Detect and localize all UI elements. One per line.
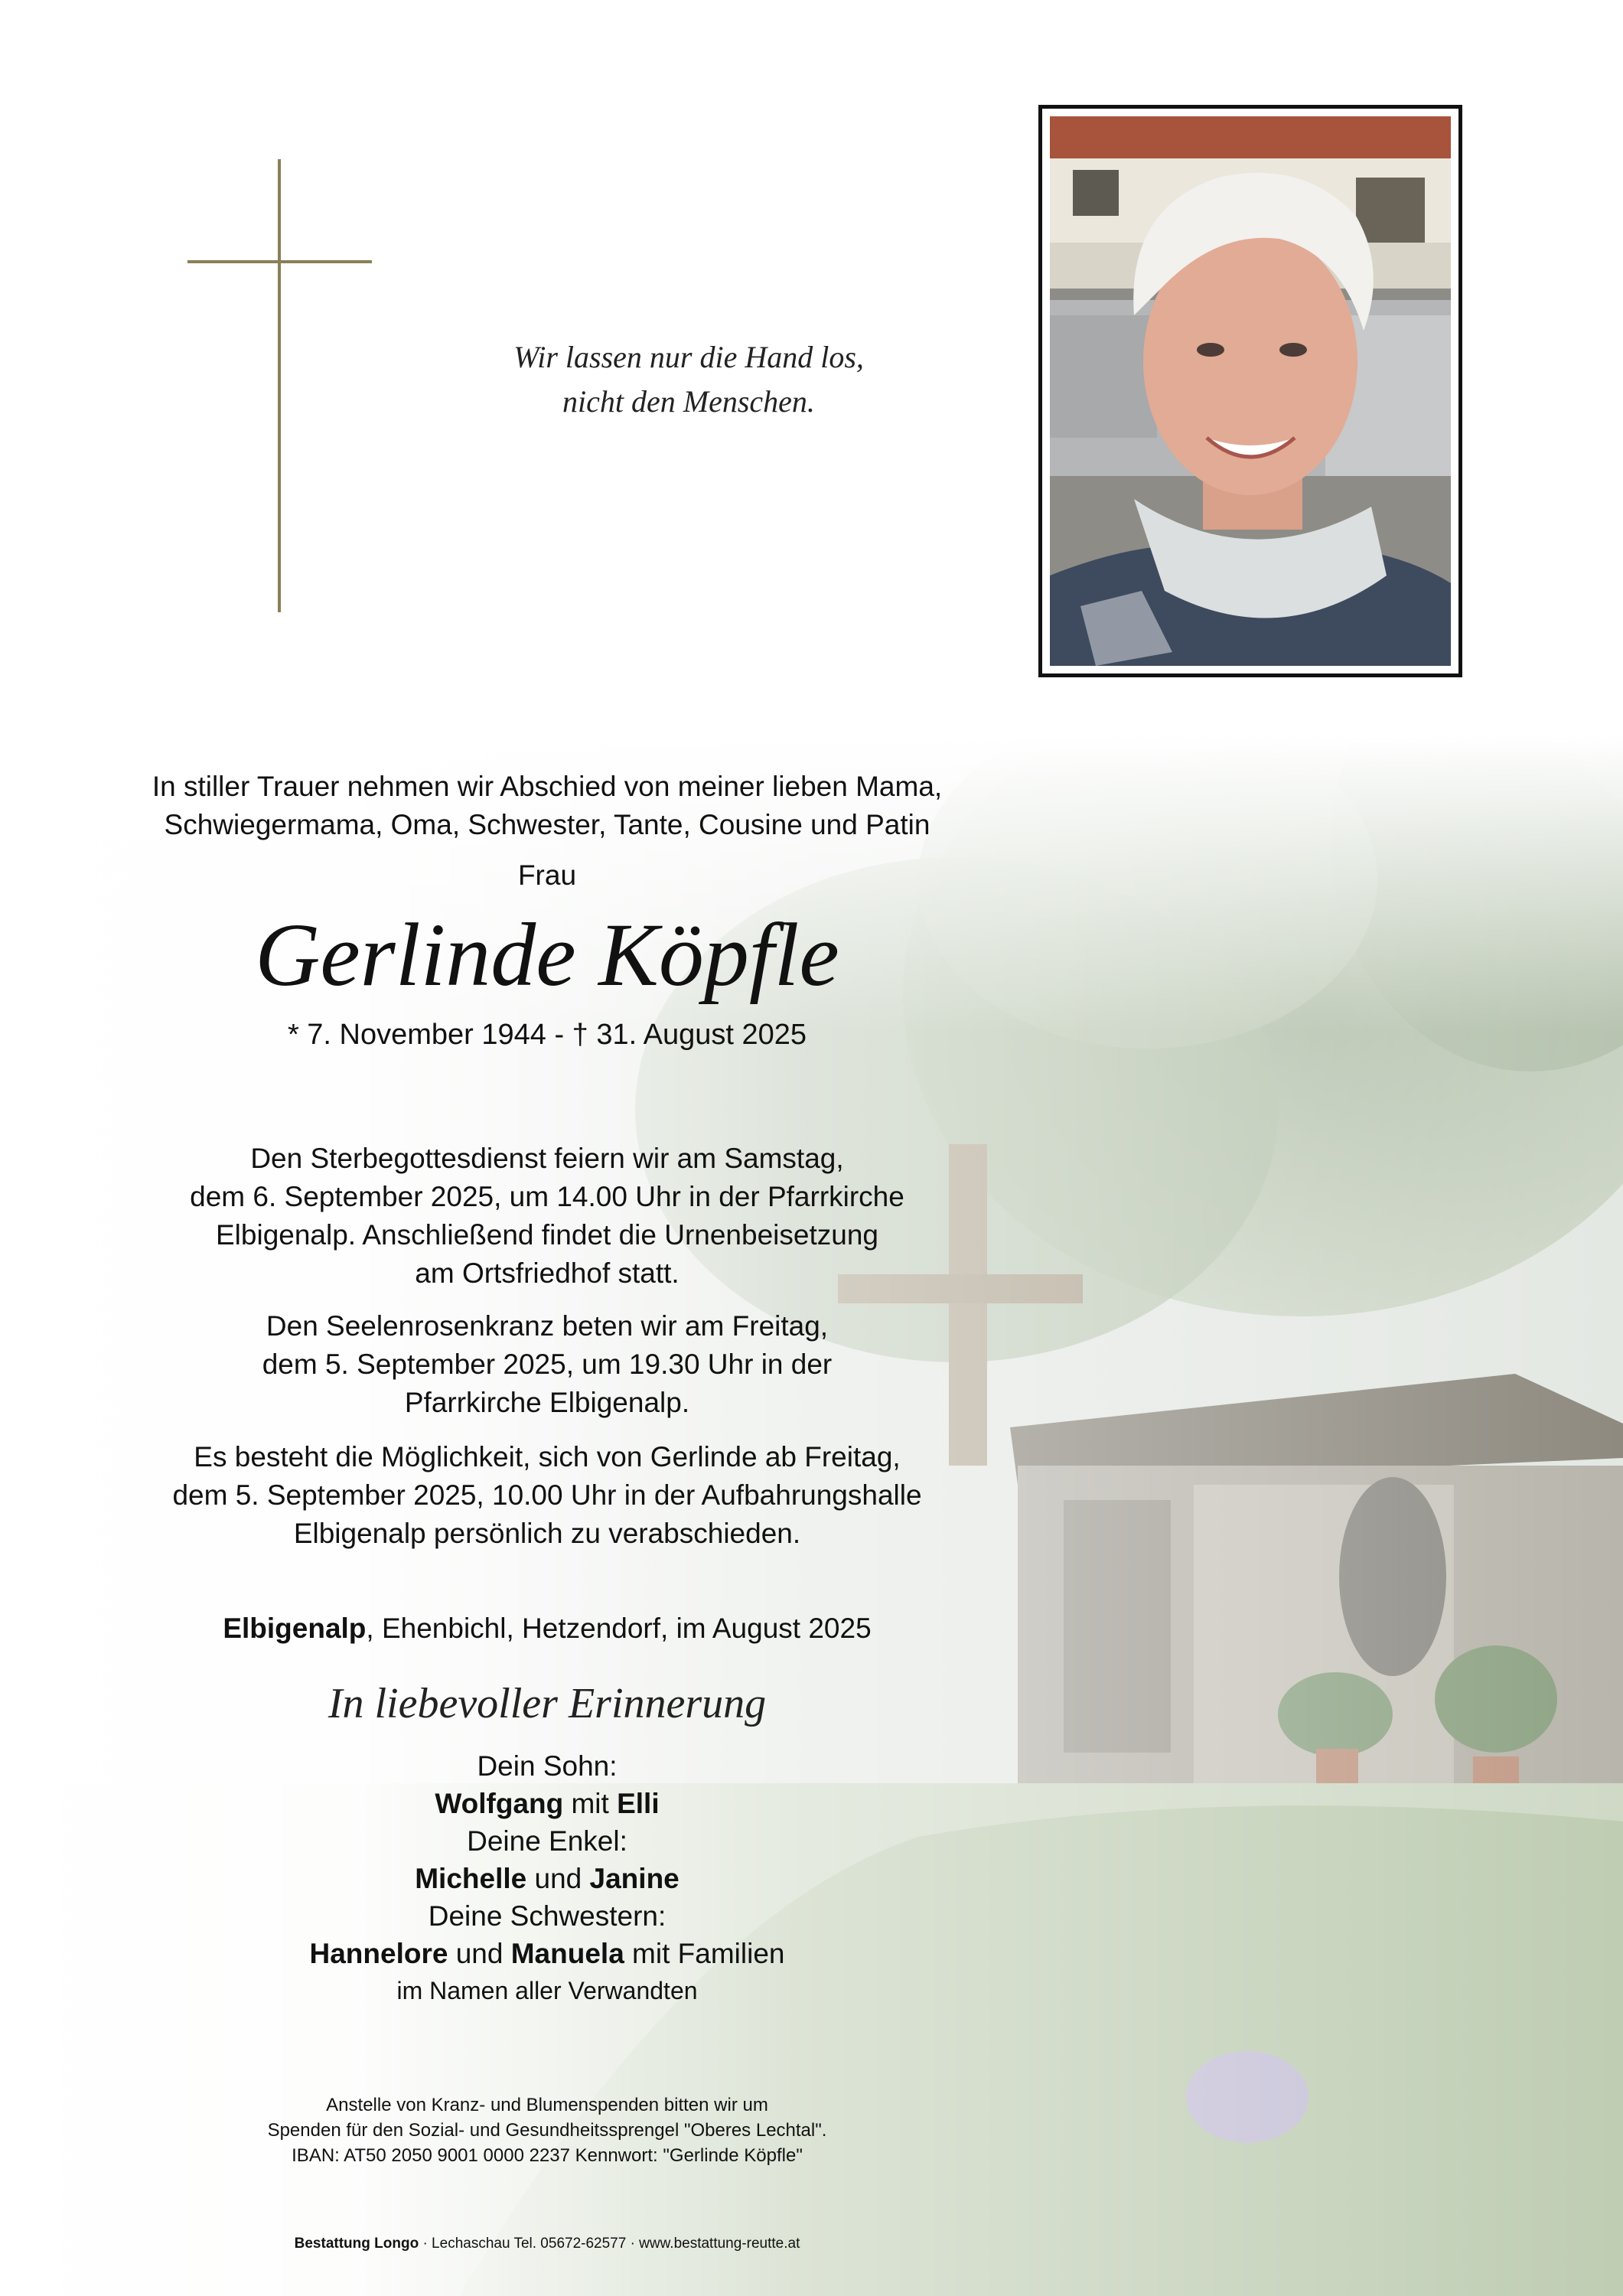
grandchild-name: Michelle [415, 1863, 527, 1894]
daughter-in-law-name: Elli [617, 1788, 660, 1819]
sisters-label: Deine Schwestern: [428, 1900, 666, 1932]
footer-details: · Lechaschau Tel. 05672-62577 · www.bestattung-reutte.at [419, 2236, 800, 2252]
quote [429, 335, 949, 424]
funeral-service-text [46, 1140, 1048, 1293]
sisters-suffix: mit Familien [624, 1938, 785, 1969]
donation-note [46, 2092, 1048, 2168]
funeral-company: Bestattung Longo [294, 2236, 419, 2252]
donation-line-2: Spenden für den Sozial- und Gesundheitssprengel "Oberes Lechtal". [267, 2120, 827, 2141]
sisters-line [46, 1935, 1048, 1972]
life-dates: * 7. November 1944 - † 31. August 2025 [287, 1019, 807, 1051]
service-line: Pfarrkirche Elbigenalp. [404, 1387, 690, 1418]
cross-icon-bar [187, 260, 372, 263]
service-line: Den Seelenrosenkranz beten wir am Freitag, [266, 1310, 829, 1342]
deceased-name: Gerlinde Köpfle [255, 905, 839, 1005]
service-line: dem 5. September 2025, um 19.30 Uhr in der [262, 1349, 833, 1380]
cross-icon [278, 159, 281, 612]
son-line [46, 1785, 1048, 1822]
intro-line-1: In stiller Trauer nehmen wir Abschied von meiner lieben Mama, [152, 771, 943, 802]
intro-text [46, 768, 1048, 844]
grandchildren-line [46, 1860, 1048, 1897]
son-join: mit [563, 1788, 618, 1819]
service-line: Elbigenalp. Anschließend findet die Urnenbeisetzung [216, 1219, 878, 1251]
grandchildren-label: Deine Enkel: [467, 1825, 627, 1857]
quote-line-1: Wir lassen nur die Hand los, [513, 340, 864, 374]
portrait-photo [1050, 116, 1451, 666]
footer [46, 2234, 1048, 2254]
service-line: dem 5. September 2025, 10.00 Uhr in der Aufbahrungshalle [172, 1479, 922, 1511]
sister-name: Hannelore [309, 1938, 448, 1969]
family-closing: im Namen aller Verwandten [396, 1977, 698, 2004]
place-rest: , Ehenbichl, Hetzendorf, im August 2025 [366, 1613, 872, 1644]
viewing-text [46, 1438, 1048, 1553]
sister-name: Manuela [510, 1938, 624, 1969]
salutation: Frau [517, 859, 577, 891]
intro-line-2: Schwiegermama, Oma, Schwester, Tante, Cousine und Patin [164, 809, 930, 840]
service-line: Den Sterbegottesdienst feiern wir am Samstag, [250, 1143, 844, 1174]
son-name: Wolfgang [435, 1788, 564, 1819]
place-bold: Elbigenalp [223, 1613, 367, 1644]
son-label: Dein Sohn: [477, 1750, 618, 1782]
place-date [46, 1609, 1048, 1648]
service-line: Es besteht die Möglichkeit, sich von Gerlinde ab Freitag, [194, 1441, 901, 1473]
rosary-text [46, 1307, 1048, 1422]
donation-line-1: Anstelle von Kranz- und Blumenspenden bitten wir um [326, 2095, 768, 2115]
service-line: Elbigenalp persönlich zu verabschieden. [293, 1518, 801, 1549]
portrait-frame [1038, 105, 1462, 677]
service-line: dem 6. September 2025, um 14.00 Uhr in der Pfarrkirche [190, 1181, 904, 1212]
memory-heading: In liebevoller Erinnerung [328, 1680, 767, 1727]
family-list [46, 1747, 1048, 2010]
quote-line-2: nicht den Menschen. [562, 384, 815, 419]
sisters-join: und [448, 1938, 511, 1969]
donation-line-3: IBAN: AT50 2050 9001 0000 2237 Kennwort: "Gerlinde Köpfle" [292, 2145, 803, 2166]
grandchildren-join: und [526, 1863, 590, 1894]
service-line: am Ortsfriedhof statt. [415, 1257, 680, 1289]
grandchild-name: Janine [589, 1863, 680, 1894]
